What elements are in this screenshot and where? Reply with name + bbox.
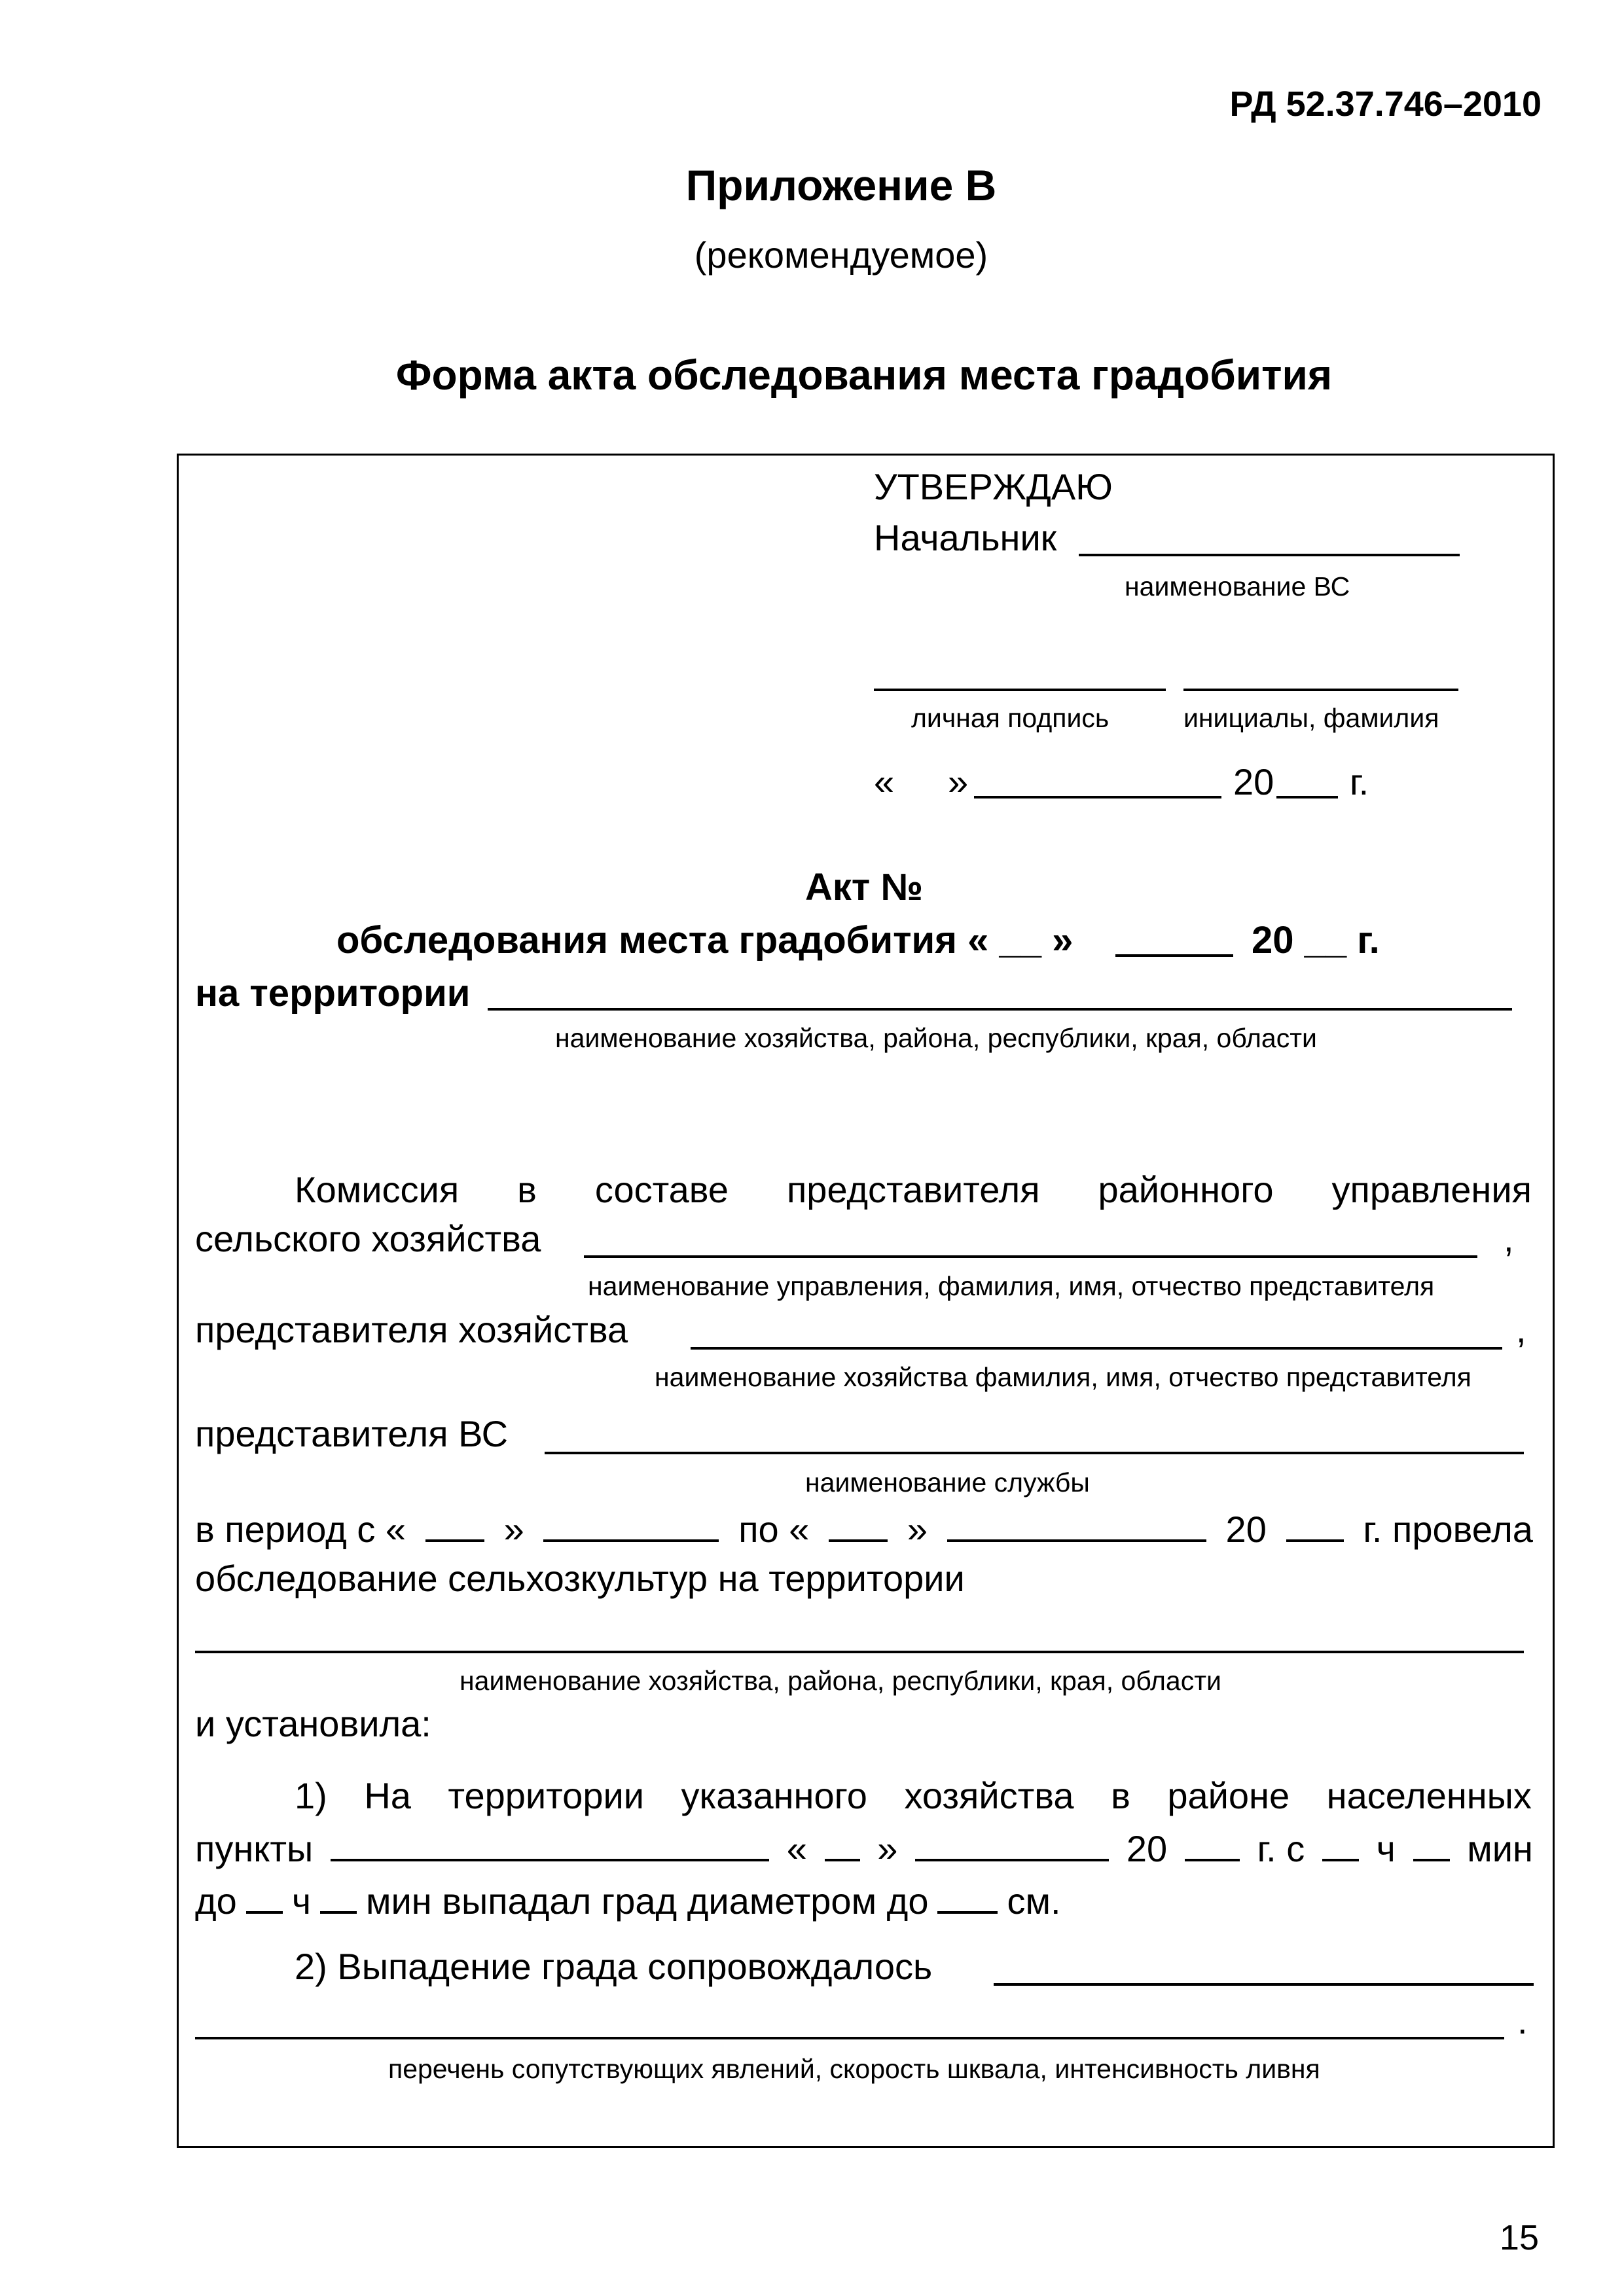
item1-hour-label: ч bbox=[1376, 1828, 1396, 1869]
act-subtitle-year: 20 __ г. bbox=[1252, 919, 1380, 961]
commission-word: Комиссия bbox=[295, 1169, 460, 1210]
period-from-day-blank[interactable] bbox=[425, 1539, 484, 1542]
item1-diameter-blank[interactable] bbox=[937, 1910, 998, 1914]
item1-to-hour-label: ч bbox=[291, 1880, 312, 1922]
item1-line-3 bbox=[195, 1880, 1061, 1922]
item1-word: На bbox=[364, 1775, 411, 1816]
item1-year-label: 20 bbox=[1126, 1828, 1168, 1869]
period-to-month-blank[interactable] bbox=[947, 1539, 1206, 1542]
item1-word: населенных bbox=[1326, 1775, 1532, 1816]
item1-month-blank[interactable] bbox=[915, 1858, 1109, 1861]
act-subtitle-start: обследования места градобития « __ » bbox=[336, 919, 1074, 961]
commission-word: представителя bbox=[786, 1169, 1040, 1210]
item1-word: районе bbox=[1167, 1775, 1290, 1816]
survey-territory-line[interactable] bbox=[195, 1651, 1524, 1653]
item1-unit-label: см. bbox=[1007, 1880, 1061, 1922]
item1-quote-close: » bbox=[877, 1828, 898, 1869]
appendix-note: (рекомендуемое) bbox=[694, 234, 988, 276]
document-number: РД 52.37.746–2010 bbox=[1229, 84, 1542, 124]
form-title: Форма акта обследования места градобития bbox=[395, 351, 1333, 399]
initials-caption: инициалы, фамилия bbox=[1183, 703, 1439, 733]
item1-from-min-blank[interactable] bbox=[1413, 1858, 1450, 1861]
approval-year-suffix: г. bbox=[1350, 761, 1369, 802]
act-month-line[interactable] bbox=[1115, 954, 1233, 957]
established-label: и установила: bbox=[195, 1703, 431, 1744]
signature-line[interactable] bbox=[874, 689, 1166, 691]
commission-word: составе bbox=[594, 1169, 729, 1210]
page-number: 15 bbox=[1499, 2218, 1539, 2257]
item2-period: . bbox=[1517, 2000, 1528, 2041]
commission-word: управления bbox=[1331, 1169, 1532, 1210]
item1-min-label: мин bbox=[1467, 1828, 1533, 1869]
approve-label: УТВЕРЖДАЮ bbox=[874, 466, 1113, 507]
approval-quote-open: « bbox=[874, 761, 895, 802]
item1-word: в bbox=[1111, 1775, 1130, 1816]
management-caption: наименование управления, фамилия, имя, отчество представителя bbox=[588, 1271, 1435, 1301]
item1-word: хозяйства bbox=[904, 1775, 1074, 1816]
signature-caption: личная подпись bbox=[911, 703, 1110, 733]
approval-year-line[interactable] bbox=[1276, 796, 1338, 798]
item1-word: 1) bbox=[295, 1775, 327, 1816]
territory-label: на территории bbox=[195, 972, 471, 1014]
farm-rep-caption: наименование хозяйства фамилия, имя, отчество представителя bbox=[655, 1362, 1471, 1392]
item1-line-2 bbox=[195, 1827, 1533, 1870]
period-from-month-blank[interactable] bbox=[543, 1539, 719, 1542]
period-year-blank[interactable] bbox=[1286, 1539, 1344, 1542]
period-line bbox=[195, 1508, 1533, 1551]
farm-rep-line[interactable] bbox=[691, 1347, 1502, 1350]
management-line[interactable] bbox=[584, 1255, 1477, 1258]
chief-label: Начальник bbox=[874, 517, 1057, 558]
period-to-day-blank[interactable] bbox=[829, 1539, 888, 1542]
survey-territory-caption: наименование хозяйства, района, республики, края, области bbox=[460, 1666, 1221, 1696]
ws-rep-line[interactable] bbox=[545, 1452, 1524, 1454]
comma-2: , bbox=[1516, 1309, 1526, 1350]
approval-month-line[interactable] bbox=[974, 796, 1221, 798]
item1-to-label: до bbox=[195, 1880, 237, 1922]
period-year-label: 20 bbox=[1225, 1509, 1267, 1550]
ws-rep-label: представителя ВС bbox=[195, 1413, 509, 1454]
item1-to-hour-blank[interactable] bbox=[246, 1910, 283, 1914]
period-to-close-quote: » bbox=[907, 1509, 928, 1550]
item1-word: указанного bbox=[681, 1775, 867, 1816]
item1-line-1 bbox=[295, 1774, 1532, 1817]
ws-name-caption: наименование ВС bbox=[1125, 571, 1350, 601]
period-to-label: по « bbox=[738, 1509, 810, 1550]
act-title: Акт № bbox=[804, 866, 924, 908]
item1-hail-text: мин выпадал град диаметром до bbox=[366, 1880, 929, 1922]
item1-from-hour-blank[interactable] bbox=[1322, 1858, 1359, 1861]
item1-from-label: г. с bbox=[1257, 1828, 1305, 1869]
commission-word: районного bbox=[1098, 1169, 1274, 1210]
commission-word: в bbox=[517, 1169, 537, 1210]
territory-caption: наименование хозяйства, района, республики, края, области bbox=[555, 1023, 1317, 1053]
item1-points-label: пункты bbox=[195, 1828, 314, 1869]
farm-rep-label: представителя хозяйства bbox=[195, 1309, 628, 1350]
period-from-close-quote: » bbox=[503, 1509, 524, 1550]
item1-quote-open: « bbox=[786, 1828, 807, 1869]
item1-points-blank[interactable] bbox=[331, 1858, 769, 1861]
period-end-label: г. провела bbox=[1363, 1509, 1533, 1550]
item1-year-blank[interactable] bbox=[1185, 1858, 1240, 1861]
approval-quote-close: » bbox=[948, 761, 969, 802]
appendix-title: Приложение В bbox=[685, 161, 997, 209]
agriculture-label: сельского хозяйства bbox=[195, 1218, 541, 1259]
territory-line[interactable] bbox=[488, 1008, 1512, 1011]
item1-word: территории bbox=[448, 1775, 645, 1816]
item2-line-2[interactable] bbox=[195, 2037, 1504, 2039]
service-caption: наименование службы bbox=[805, 1467, 1090, 1498]
survey-text: обследование сельхозкультур на территории bbox=[195, 1558, 965, 1599]
commission-line-1 bbox=[295, 1168, 1532, 1211]
item1-to-min-blank[interactable] bbox=[320, 1910, 357, 1914]
period-from-label: в период с « bbox=[195, 1509, 406, 1550]
item2-line-1[interactable] bbox=[994, 1983, 1534, 1986]
comma-1: , bbox=[1504, 1218, 1514, 1259]
ws-name-line[interactable] bbox=[1079, 554, 1460, 556]
item1-day-blank[interactable] bbox=[825, 1858, 860, 1861]
approval-year-prefix: 20 bbox=[1233, 761, 1274, 802]
initials-line[interactable] bbox=[1183, 689, 1458, 691]
item2-text: 2) Выпадение града сопровождалось bbox=[295, 1946, 933, 1987]
phenomena-caption: перечень сопутствующих явлений, скорость шквала, интенсивность ливня bbox=[388, 2054, 1320, 2084]
